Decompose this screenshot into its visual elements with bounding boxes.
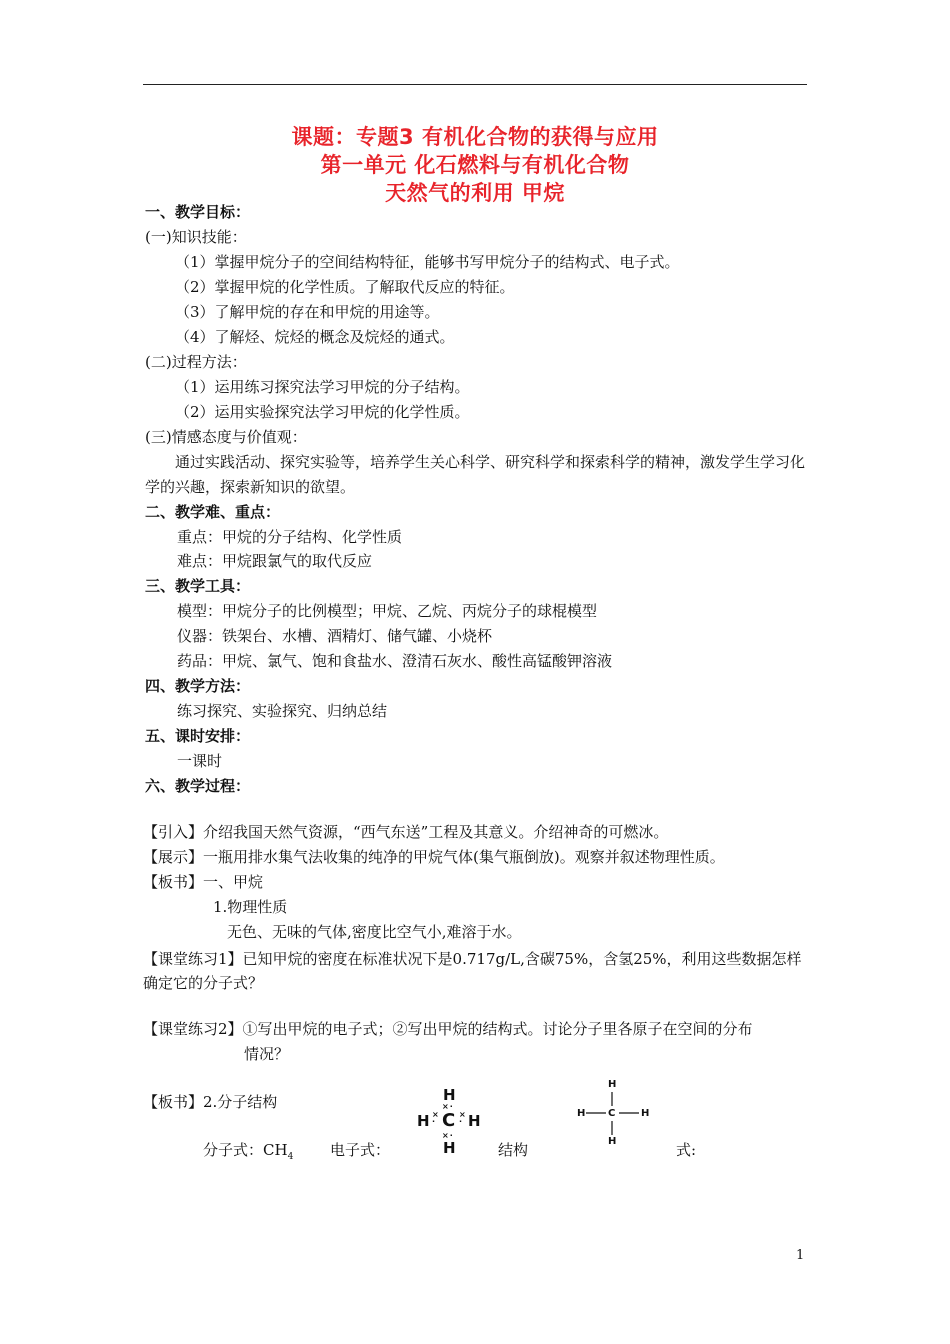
page-number: 1 — [796, 1248, 805, 1263]
subheading-process: (二)过程方法： — [145, 353, 247, 371]
subheading-attitude: (三)情感态度与价值观： — [145, 428, 307, 446]
atom-c-center: C — [442, 1110, 456, 1131]
list-item: 药品：甲烷、氯气、饱和食盐水、澄清石灰水、酸性高锰酸钾溶液 — [177, 652, 613, 670]
list-item: （3）了解甲烷的存在和甲烷的用途等。 — [175, 303, 440, 321]
exercise-1: 【课堂练习1】已知甲烷的密度在标准状况下是0.717g/L,含碳75%，含氢25%，利用这些数据怎样确定它的分子式？ — [143, 950, 802, 992]
electron-formula-label: 电子式： — [330, 1141, 391, 1159]
atom-h-right: H — [468, 1112, 481, 1130]
section-heading-objectives: 一、教学目标： — [145, 203, 251, 221]
list-item: 仪器：铁架台、水槽、酒精灯、储气罐、小烧杯 — [177, 627, 493, 645]
atom-c-center: C — [608, 1108, 616, 1119]
section-heading-tools: 三、教学工具： — [145, 577, 251, 595]
physical-properties-text: 无色、无味的气体,密度比空气小,难溶于水。 — [227, 923, 522, 941]
list-item: （2）运用实验探究法学习甲烷的化学性质。 — [175, 403, 470, 421]
list-item: 难点：甲烷跟氯气的取代反应 — [177, 552, 373, 570]
list-item: （2）掌握甲烷的化学性质。了解取代反应的特征。 — [175, 278, 515, 296]
atom-h-top: H — [443, 1086, 456, 1104]
atom-h-bottom: H — [608, 1136, 617, 1147]
list-item: （1）掌握甲烷分子的空间结构特征，能够书写甲烷分子的结构式、电子式。 — [175, 253, 680, 271]
intro-line: 【引入】介绍我国天然气资源，“西气东送”工程及其意义。介绍神奇的可燃冰。 — [143, 823, 669, 841]
atom-h-left: H — [577, 1108, 586, 1119]
section-heading-methods: 四、教学方法： — [145, 677, 251, 695]
exercise-2-line-1: 【课堂练习2】①写出甲烷的电子式；②写出甲烷的结构式。讨论分子里各原子在空间的分布 — [143, 1020, 753, 1038]
methods-text: 练习探究、实验探究、归纳总结 — [177, 702, 388, 720]
title-line-1: 课题：专题3 有机化合物的获得与应用 — [291, 125, 659, 149]
section-heading-schedule: 五、课时安排： — [145, 727, 251, 745]
atom-h-right: H — [641, 1108, 650, 1119]
list-item: （1）运用练习探究法学习甲烷的分子结构。 — [175, 378, 470, 396]
list-item: （4）了解烃、烷烃的概念及烷烃的通式。 — [175, 328, 455, 346]
list-item: 重点：甲烷的分子结构、化学性质 — [177, 528, 403, 546]
atom-h-top: H — [608, 1079, 617, 1090]
section-heading-process: 六、教学过程： — [145, 777, 251, 795]
subheading-knowledge: (一)知识技能： — [145, 228, 247, 246]
molecular-formula-label: 分子式：$CH_4$ — [203, 1141, 294, 1162]
title-line-2: 第一单元 化石燃料与有机化合物 — [320, 153, 630, 177]
list-item: 模型：甲烷分子的比例模型；甲烷、乙烷、丙烷分子的球棍模型 — [177, 602, 598, 620]
show-line: 【展示】一瓶用排水集气法收集的纯净的甲烷气体(集气瓶倒放)。观察并叙述物理性质。 — [143, 848, 725, 866]
attitude-paragraph: 通过实践活动、探究实验等，培养学生关心科学、研究科学和探索科学的精神，激发学生学习化学的兴趣，探索新知识的欲望。 — [145, 453, 806, 496]
schedule-text: 一课时 — [177, 752, 223, 770]
electron-dots-left: × · — [432, 1110, 439, 1126]
electron-dots-right: × · — [459, 1110, 466, 1126]
electron-dots-top: ×· — [442, 1102, 454, 1111]
structural-formula-label-b: 式: — [676, 1141, 697, 1159]
title-line-3: 天然气的利用 甲烷 — [385, 181, 565, 205]
electron-dots-bottom: ×· — [442, 1131, 454, 1140]
header-rule — [143, 84, 807, 85]
structural-formula-label-a: 结构 — [498, 1141, 529, 1159]
bond-lines — [570, 1078, 660, 1150]
board-subheading: 1.物理性质 — [213, 898, 288, 916]
section-heading-keypoints: 二、教学难、重点： — [145, 503, 281, 521]
atom-h-bottom: H — [443, 1139, 456, 1157]
exercise-2-line-2: 情况？ — [244, 1045, 290, 1063]
atom-h-left: H — [417, 1112, 430, 1130]
board-line-2: 【板书】2.分子结构 — [143, 1093, 278, 1111]
board-line-1: 【板书】一、甲烷 — [143, 873, 264, 891]
